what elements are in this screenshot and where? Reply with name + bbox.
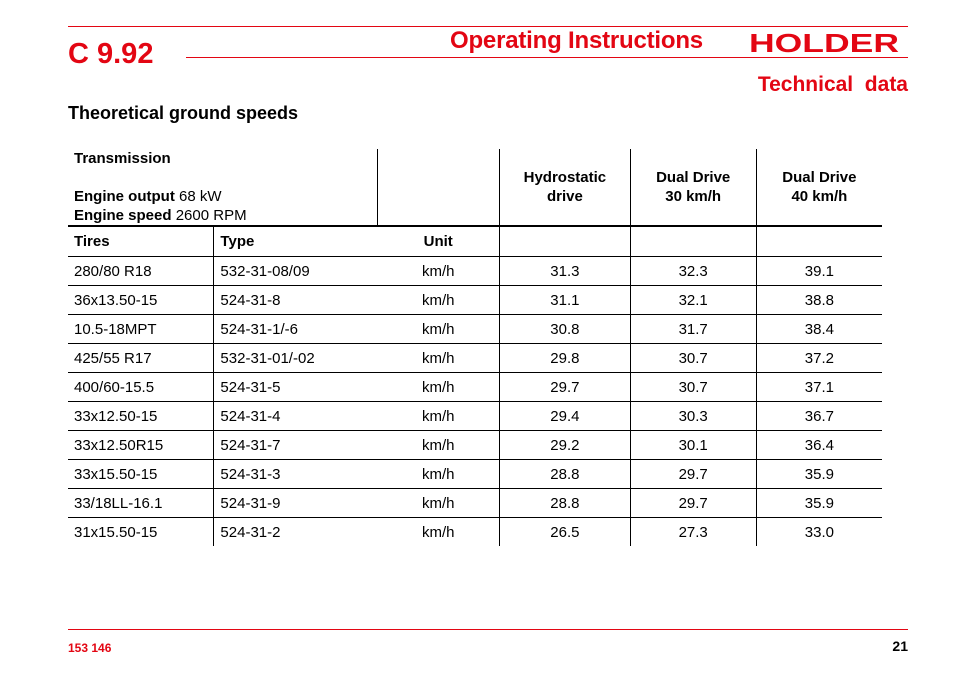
speed-hydrostatic: 28.8 [500, 460, 630, 489]
speed-dual-40: 36.7 [756, 402, 882, 431]
unit: km/h [377, 257, 499, 286]
engine-speed [74, 206, 371, 225]
unit: km/h [377, 431, 499, 460]
column-dual-30-blank [630, 226, 756, 257]
holder-logo [748, 31, 900, 54]
header-dual-drive-40-line2: 40 km/h [791, 188, 848, 205]
header-hydrostatic-line1: Hydrostatic [523, 169, 607, 186]
tire-type: 524-31-8 [214, 286, 377, 315]
header-dual-drive-30-line1: Dual Drive [656, 169, 731, 186]
tire-size: 400/60-15.5 [68, 373, 214, 402]
speed-dual-40: 37.2 [756, 344, 882, 373]
speed-hydrostatic: 29.7 [500, 373, 630, 402]
header-dual-drive-40-line1: Dual Drive [782, 169, 857, 186]
header-dual-drive-40 [756, 149, 882, 226]
tire-type: 524-31-4 [214, 402, 377, 431]
transmission-cell [68, 149, 377, 226]
table-row [68, 489, 882, 518]
tire-size: 31x15.50-15 [74, 523, 158, 541]
engine-speed-value: 2600 RPM [171, 207, 247, 224]
tire-type: 524-31-5 [214, 373, 377, 402]
unit: km/h [377, 286, 499, 315]
engine-output [74, 187, 371, 206]
unit: km/h [377, 315, 499, 344]
ground-speed-table [68, 149, 882, 546]
table-row [68, 344, 882, 373]
tire-size: 33x12.50R15 [68, 431, 214, 460]
tire-type: 524-31-7 [214, 431, 377, 460]
unit: km/h [377, 344, 499, 373]
speed-dual-40: 36.4 [756, 431, 882, 460]
tire-type: 524-31-1/-6 [214, 315, 377, 344]
speed-hydrostatic: 26.5 [500, 518, 630, 547]
footer-rule [68, 629, 908, 630]
speed-dual-30: 29.7 [630, 460, 756, 489]
unit: km/h [377, 489, 499, 518]
speed-dual-40: 38.4 [756, 315, 882, 344]
speed-hydrostatic: 29.4 [500, 402, 630, 431]
tire-size: 33/18LL-16.1 [68, 489, 214, 518]
tire-type: 524-31-2 [214, 518, 377, 547]
speed-dual-30: 31.7 [630, 315, 756, 344]
speed-hydrostatic: 30.8 [500, 315, 630, 344]
speed-dual-40: 35.9 [756, 489, 882, 518]
section-title: Technical data [757, 73, 908, 96]
tire-size: 10.5-18MPT [68, 315, 214, 344]
column-unit: Unit [377, 226, 499, 257]
speed-hydrostatic: 31.1 [500, 286, 630, 315]
speed-dual-40: 38.8 [756, 286, 882, 315]
column-header-row [68, 226, 882, 257]
page-number: 21 [892, 638, 908, 654]
header-dual-drive-30 [630, 149, 756, 226]
tire-type: 524-31-3 [214, 460, 377, 489]
document-number: 153 146 [68, 641, 112, 655]
column-type: Type [214, 226, 377, 257]
speed-hydrostatic: 29.8 [500, 344, 630, 373]
tire-size: 33x12.50-15 [68, 402, 214, 431]
speed-dual-30: 32.3 [630, 257, 756, 286]
header-hydrostatic-line2: drive [546, 188, 583, 205]
tire-size: 280/80 R18 [68, 257, 214, 286]
speed-dual-30: 27.3 [630, 518, 756, 547]
tire-type: 524-31-9 [214, 489, 377, 518]
speed-dual-30: 30.3 [630, 402, 756, 431]
table-row [68, 460, 882, 489]
speed-dual-40: 35.9 [756, 460, 882, 489]
speed-dual-40: 39.1 [756, 257, 882, 286]
tire-size: 36x13.50-15 [68, 286, 214, 315]
speed-dual-30: 30.1 [630, 431, 756, 460]
holder-logo-text: HOLDER [749, 31, 900, 54]
header-middle-rule [186, 57, 908, 58]
speed-dual-30: 29.7 [630, 489, 756, 518]
speed-dual-30: 30.7 [630, 344, 756, 373]
column-hydrostatic-blank [500, 226, 630, 257]
column-tires: Tires [68, 226, 214, 257]
speed-hydrostatic: 31.3 [500, 257, 630, 286]
document-title: Operating Instructions [450, 27, 703, 54]
page-subtitle: Theoretical ground speeds [68, 103, 299, 123]
unit: km/h [377, 373, 499, 402]
transmission-label: Transmission [74, 150, 171, 167]
engine-output-label: Engine output [74, 188, 175, 205]
speed-dual-40: 37.1 [756, 373, 882, 402]
engine-output-value: 68 kW [174, 188, 222, 205]
engine-speed-label: Engine speed [74, 207, 172, 224]
table-row [68, 286, 882, 315]
unit: km/h [377, 460, 499, 489]
tire-type: 532-31-08/09 [214, 257, 377, 286]
table-row [68, 518, 882, 547]
table-header-row [68, 149, 882, 226]
tire-type: 532-31-01/-02 [214, 344, 377, 373]
speed-dual-30: 30.7 [630, 373, 756, 402]
speed-dual-30: 32.1 [630, 286, 756, 315]
table-row [68, 257, 882, 286]
unit-header-blank [377, 149, 499, 226]
header-hydrostatic [500, 149, 630, 226]
tire-size: 33x15.50-15 [68, 460, 214, 489]
table-row [68, 373, 882, 402]
table-row [68, 431, 882, 460]
speed-hydrostatic: 29.2 [500, 431, 630, 460]
table-row [68, 315, 882, 344]
table-row [68, 402, 882, 431]
header-dual-drive-30-line2: 30 km/h [665, 188, 722, 205]
tire-size: 425/55 R17 [68, 344, 214, 373]
unit: km/h [421, 523, 455, 541]
unit: km/h [377, 402, 499, 431]
model-number: C 9.92 [68, 38, 154, 70]
speed-hydrostatic: 28.8 [500, 489, 630, 518]
column-dual-40-blank [756, 226, 882, 257]
speed-dual-40: 33.0 [756, 518, 882, 547]
